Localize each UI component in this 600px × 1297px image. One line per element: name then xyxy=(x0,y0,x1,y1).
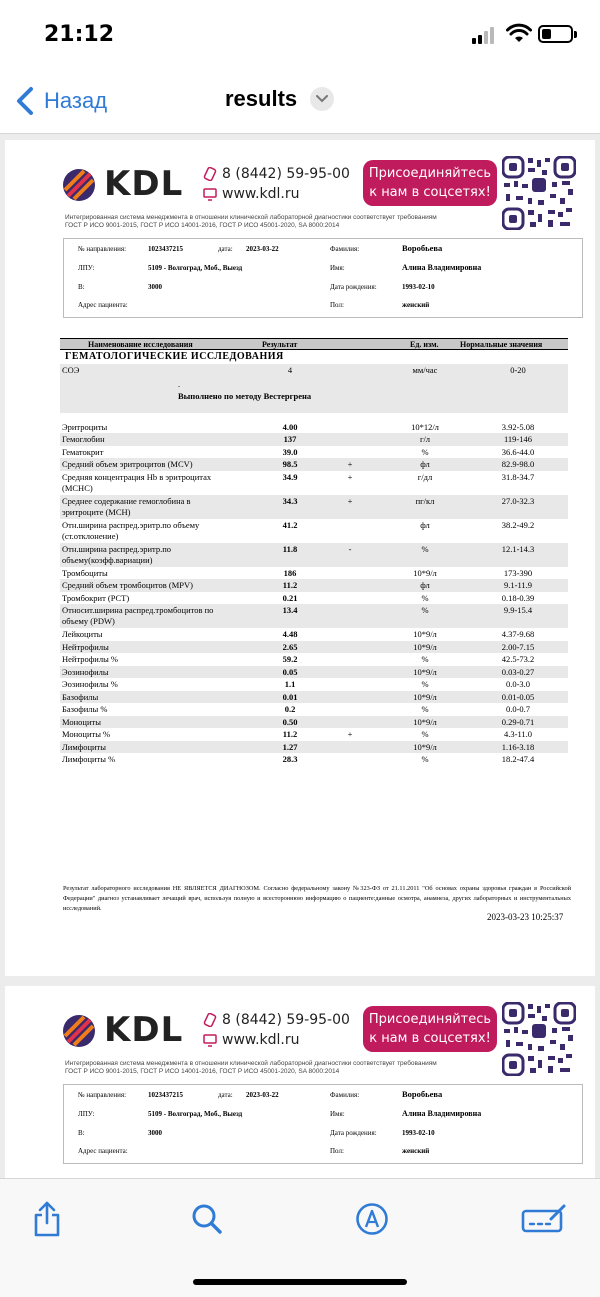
result-value: 137 xyxy=(283,434,297,444)
method-note: . Выполнено по методу Вестергрена xyxy=(60,377,568,413)
result-norm: 173-390 xyxy=(503,567,533,578)
kdl-logo-mark-icon xyxy=(62,1014,96,1048)
qr-code-icon xyxy=(502,156,576,230)
result-name: Моноциты % xyxy=(62,729,111,739)
result-norm: 0.03-0.27 xyxy=(501,666,535,677)
signature-icon xyxy=(521,1203,567,1235)
patient-birthdate: 1993-02-10 xyxy=(402,283,435,291)
phone-icon xyxy=(203,167,217,181)
result-name: Относит.ширина распред.тромбоцитов по объему (PDW) xyxy=(62,605,214,626)
result-norm: 1.16-3.18 xyxy=(501,741,535,752)
result-unit: 10*9/л xyxy=(413,691,437,702)
v-value: 3000 xyxy=(148,283,162,291)
results-table-header: Наименование исследования Результат Ед. изм. Нормальные значения xyxy=(60,338,568,350)
result-value: 0.05 xyxy=(282,666,298,677)
lpu-value: 5109 - Волгоград, Моб., Выезд xyxy=(148,264,243,272)
battery-icon xyxy=(538,25,573,43)
result-name: Эритроциты xyxy=(62,421,108,432)
result-name: Эозинофилы xyxy=(62,666,109,677)
result-norm: 38.2-49.2 xyxy=(501,519,535,530)
result-unit: г/дл xyxy=(417,471,433,482)
result-name: Базофилы % xyxy=(62,704,108,714)
monitor-icon xyxy=(203,1033,217,1047)
social-join-badge: Присоединяйтесь к нам в соцсетях! xyxy=(363,1006,497,1052)
social-join-badge: Присоединяйтесь к нам в соцсетях! xyxy=(363,160,497,206)
result-unit: % xyxy=(421,446,429,457)
patient-sex: женский xyxy=(402,301,430,309)
result-value: 0.50 xyxy=(282,716,298,727)
lab-phone: 8 (8442) 59-95-00 xyxy=(222,166,350,182)
document-viewer[interactable] xyxy=(0,134,600,1178)
table-row xyxy=(60,433,568,446)
table-row xyxy=(60,666,568,679)
phone-icon xyxy=(203,1013,217,1027)
result-value: 98.5 xyxy=(282,459,298,469)
result-norm: 0.18-0.39 xyxy=(501,592,535,603)
iso-certification: Интегрированная система менеджмента в отношении клинической лабораторной диагностики соответствует требованиям ГОСТ Р ИСО 9001-2015, ГОСТ Р ИСО 14001-2016, ГОСТ Р ИСО 45001-2020, SA 8000:2014 xyxy=(65,214,437,229)
result-flag: + xyxy=(347,729,353,739)
result-flag: + xyxy=(347,459,353,469)
table-row xyxy=(60,691,568,704)
result-value: 186 xyxy=(283,567,297,578)
result-norm: 0.0-0.7 xyxy=(505,704,531,714)
table-row xyxy=(60,543,568,567)
table-row xyxy=(60,728,568,741)
table-row xyxy=(60,753,568,766)
results-table xyxy=(60,338,568,766)
result-value: 4.00 xyxy=(282,421,298,432)
result-unit: % xyxy=(421,679,429,689)
result-unit: % xyxy=(421,754,429,764)
result-flag: - xyxy=(348,543,352,554)
referral-date: 2023-03-22 xyxy=(246,1091,279,1099)
result-unit: 10*9/л xyxy=(413,629,437,639)
document-page-1 xyxy=(5,140,595,976)
logo-text: KDL xyxy=(104,164,184,204)
result-name: Гемоглобин xyxy=(62,434,105,444)
result-name: Тромбокрит (PCT) xyxy=(62,592,130,603)
lab-header xyxy=(5,140,595,240)
result-name: Тромбоциты xyxy=(62,567,108,578)
result-name: Отн.ширина распред.эритр.по объему(коэфф.вариации) xyxy=(62,543,172,565)
result-name: Лимфоциты xyxy=(62,741,106,752)
result-norm: 4.3-11.0 xyxy=(503,729,532,739)
referral-number: 1023437215 xyxy=(148,245,183,253)
result-value: 13.4 xyxy=(282,605,298,615)
result-unit: % xyxy=(421,605,429,615)
result-value: 1.1 xyxy=(284,679,296,689)
result-norm: 0.01-0.05 xyxy=(501,691,535,702)
result-unit: % xyxy=(421,543,429,554)
result-value: 2.65 xyxy=(282,641,298,652)
result-norm: 3.92-5.08 xyxy=(501,421,535,432)
result-norm: 27.0-32.3 xyxy=(501,495,535,506)
share-button[interactable] xyxy=(27,1199,67,1239)
lab-phone: 8 (8442) 59-95-00 xyxy=(222,1012,350,1028)
result-norm: 0.29-0.71 xyxy=(501,716,535,727)
result-value: 39.0 xyxy=(282,446,298,457)
result-unit: 10*9/л xyxy=(413,567,437,578)
result-flag: + xyxy=(347,471,353,482)
table-row xyxy=(60,592,568,605)
back-label: Назад xyxy=(44,88,108,113)
referral-date: 2023-03-22 xyxy=(246,245,279,253)
lab-contacts xyxy=(203,1010,350,1050)
result-norm: 9.9-15.4 xyxy=(503,605,533,615)
result-name: Средняя концентрация Hb в эритроцитах (МСНС) xyxy=(62,471,212,493)
results-rows xyxy=(60,421,568,766)
table-row xyxy=(60,641,568,654)
table-row xyxy=(60,628,568,641)
table-row xyxy=(60,653,568,666)
result-unit: фл xyxy=(420,519,430,530)
nav-title: results xyxy=(225,86,298,111)
result-norm: 31.8-34.7 xyxy=(501,471,535,482)
table-row xyxy=(60,471,568,495)
table-row xyxy=(60,567,568,580)
result-unit: 10*9/л xyxy=(413,641,437,652)
lab-website: www.kdl.ru xyxy=(222,186,300,202)
table-row xyxy=(60,446,568,459)
patient-info: № направления: 1023437215 дата: 2023-03-22 Фамилия: Воробьева ЛПУ: 5109 - Волгоград, Моб., Выезд Имя: Алина Владимировна В: 3000 Дата рождения: 1993-02-10 Адрес пациента: Пол: женский xyxy=(63,1084,583,1164)
result-name: Лимфоциты % xyxy=(62,754,116,764)
patient-info: № направления: 1023437215 дата: 2023-03-22 Фамилия: Воробьева ЛПУ: 5109 - Волгоград, Моб., Выезд Имя: Алина Владимировна В: 3000 Дата рождения: 1993-02-10 Адрес пациента: Пол: женский xyxy=(63,238,583,318)
search-button[interactable] xyxy=(187,1199,227,1239)
chevron-down-icon[interactable] xyxy=(310,87,334,111)
kdl-logo-mark-icon xyxy=(62,168,96,202)
result-unit: 10*9/л xyxy=(413,741,437,752)
result-norm: 18.2-47.4 xyxy=(501,754,535,764)
table-row xyxy=(60,421,568,434)
result-value: 11.2 xyxy=(282,729,298,739)
back-button[interactable] xyxy=(14,84,107,118)
result-unit: % xyxy=(421,592,429,603)
wifi-icon xyxy=(506,23,532,43)
share-icon xyxy=(32,1201,62,1237)
result-unit: пг/кл xyxy=(415,495,435,506)
markup-icon xyxy=(355,1202,389,1236)
lab-website: www.kdl.ru xyxy=(222,1032,300,1048)
result-norm: 4.37-9.68 xyxy=(501,629,535,639)
table-row xyxy=(60,519,568,543)
result-norm: 119-146 xyxy=(503,434,532,444)
result-value: 34.3 xyxy=(282,495,298,506)
patient-sex: женский xyxy=(402,1147,430,1155)
iso-certification: Интегрированная система менеджмента в отношении клинической лабораторной диагностики соответствует требованиям ГОСТ Р ИСО 9001-2015, ГОСТ Р ИСО 14001-2016, ГОСТ Р ИСО 45001-2020, SA 8000:2014 xyxy=(65,1060,437,1075)
result-value: 1.27 xyxy=(282,741,298,752)
patient-birthdate: 1993-02-10 xyxy=(402,1129,435,1137)
disclaimer: Результат лабораторного исследования НЕ ЯВЛЯЕТСЯ ДИАГНОЗОМ. Согласно федеральному закону №323-ФЗ от 21.11.2011 "Об основах охраны здоровья граждан в Российской Федерации" диагноз устанавливает лечащий врач, используя полную и всестороннюю информацию о пациенте:данные осмотра, анамнеза, других лабораторных и инструментальных исследований. xyxy=(63,885,571,912)
result-unit: 10*9/л xyxy=(413,666,437,677)
markup-button[interactable] xyxy=(352,1199,392,1239)
home-indicator xyxy=(193,1279,407,1285)
result-value: 0.2 xyxy=(284,704,296,714)
patient-name: Алина Владимировна xyxy=(402,263,482,272)
kdl-logo xyxy=(62,1010,192,1054)
table-row xyxy=(60,741,568,754)
result-value: 4.48 xyxy=(282,629,298,639)
result-norm: 0.0-3.0 xyxy=(505,679,531,689)
lpu-value: 5109 - Волгоград, Моб., Выезд xyxy=(148,1110,243,1118)
result-unit: % xyxy=(421,729,429,739)
result-norm: 2.00-7.15 xyxy=(501,641,535,652)
patient-name: Алина Владимировна xyxy=(402,1109,482,1118)
monitor-icon xyxy=(203,187,217,201)
result-unit: 10*12/л xyxy=(411,421,439,432)
table-row xyxy=(60,678,568,691)
result-norm: 9.1-11.9 xyxy=(503,580,532,590)
result-name: Средний объем тромбоцитов (MPV) xyxy=(62,580,193,590)
title-menu[interactable] xyxy=(225,86,334,112)
result-value: 41.2 xyxy=(282,519,298,530)
status-time: 21:12 xyxy=(44,22,115,47)
result-unit: фл xyxy=(420,459,430,469)
logo-text: KDL xyxy=(104,1010,184,1050)
table-row xyxy=(60,579,568,592)
result-value: 0.01 xyxy=(282,691,298,702)
patient-surname: Воробьева xyxy=(402,243,443,253)
cellular-signal-icon xyxy=(472,26,498,44)
result-name: Лейкоциты xyxy=(62,629,103,639)
result-norm: 82.9-98.0 xyxy=(501,459,535,469)
result-unit: % xyxy=(421,704,429,714)
result-unit: 10*9/л xyxy=(413,716,437,727)
result-value: 59.2 xyxy=(282,654,298,664)
result-norm: 36.6-44.0 xyxy=(501,446,535,457)
result-name: Нейтрофилы xyxy=(62,641,109,652)
table-row xyxy=(60,703,568,716)
result-unit: фл xyxy=(420,580,430,590)
result-timestamp: 2023-03-23 10:25:37 xyxy=(487,912,564,922)
result-norm: 42.5-73.2 xyxy=(501,654,535,664)
result-unit: г/л xyxy=(419,434,431,444)
lab-contacts xyxy=(203,164,350,204)
result-name: Гематокрит xyxy=(62,446,104,457)
document-page-2 xyxy=(5,986,595,1178)
result-name: Отн.ширина распред.эритр.по объему (ст.отклонение) xyxy=(62,519,200,541)
table-row: СОЭ 4 мм/час 0-20 xyxy=(60,364,568,377)
result-name: Эозинофилы % xyxy=(62,679,118,689)
table-row xyxy=(60,458,568,471)
search-icon xyxy=(191,1203,223,1235)
table-row xyxy=(60,495,568,519)
result-name: Моноциты xyxy=(62,716,101,727)
result-value: 11.8 xyxy=(282,543,298,554)
signature-button[interactable] xyxy=(520,1199,568,1239)
result-value: 0.21 xyxy=(282,592,298,603)
result-name: Нейтрофилы % xyxy=(62,654,118,664)
result-norm: 12.1-14.3 xyxy=(501,543,535,554)
result-name: Среднее содержание гемоглобина в эритроците (MCH) xyxy=(62,495,191,517)
result-name: Базофилы xyxy=(62,691,99,702)
v-value: 3000 xyxy=(148,1129,162,1137)
referral-number: 1023437215 xyxy=(148,1091,183,1099)
qr-code-icon xyxy=(502,1002,576,1076)
result-name: Средний объем эритроцитов (MCV) xyxy=(62,459,193,469)
navigation-bar xyxy=(0,68,600,134)
lab-header xyxy=(5,986,595,1086)
bottom-toolbar xyxy=(0,1178,600,1297)
result-flag: + xyxy=(347,495,353,506)
status-bar xyxy=(0,0,600,68)
result-unit: % xyxy=(421,654,429,664)
result-value: 34.9 xyxy=(282,471,298,482)
table-row xyxy=(60,604,568,628)
kdl-logo xyxy=(62,164,192,208)
table-row xyxy=(60,716,568,729)
patient-surname: Воробьева xyxy=(402,1089,443,1099)
chevron-left-icon xyxy=(14,86,36,116)
result-value: 28.3 xyxy=(282,754,298,764)
section-title: ГЕМАТОЛОГИЧЕСКИЕ ИССЛЕДОВАНИЯ xyxy=(65,351,284,362)
result-value: 11.2 xyxy=(282,580,298,590)
